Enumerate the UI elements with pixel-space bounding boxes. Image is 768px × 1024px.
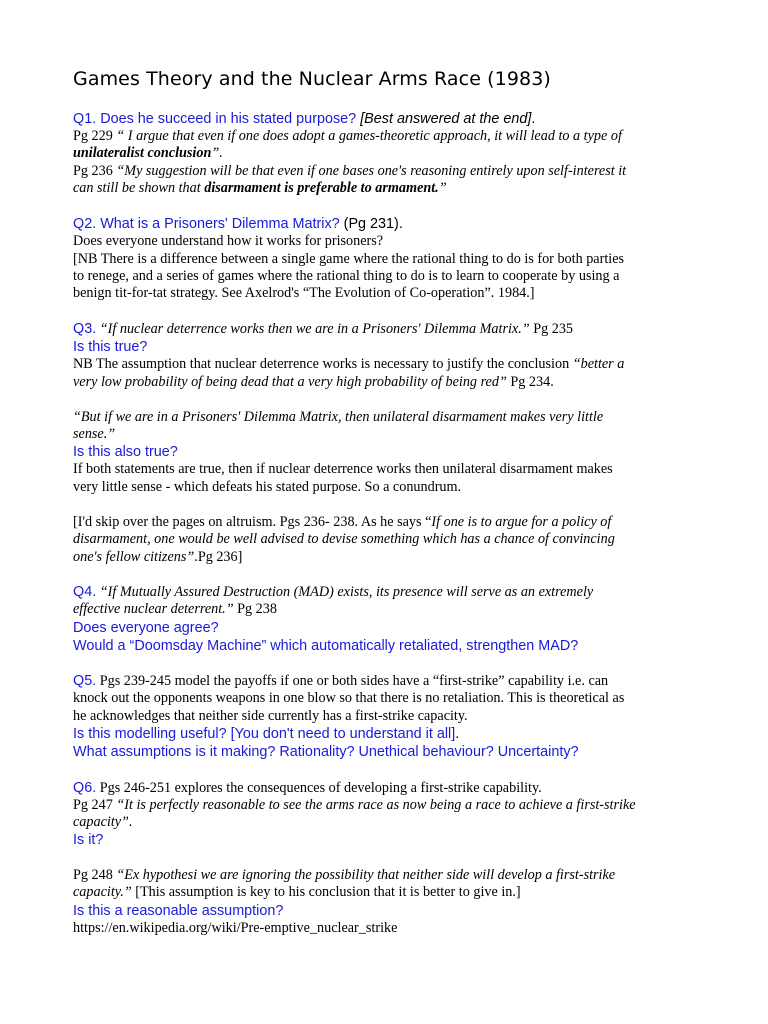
q5-heading <box>73 672 695 690</box>
q5-line-2: knock out the opponents weapons in one blow so that there is no retaliation. This is theoretical as <box>73 690 625 707</box>
document-title: Games Theory and the Nuclear Arms Race (1983) <box>73 68 551 90</box>
q3-nb-line-2 <box>73 374 695 391</box>
q1-note-end: . <box>531 111 536 127</box>
q1-line-4 <box>73 180 695 197</box>
q3-skip-text: [I'd skip over the pages on altruism. Pgs 236- 238. As he says “ <box>73 513 432 530</box>
q1-line-1 <box>73 128 695 145</box>
q5-ask-1-end: . <box>455 726 460 743</box>
q3-skip-quote-3: one's fellow citizens” <box>73 548 195 565</box>
q2-line-3: to renege, and a series of games where the rational thing to do is to learn to cooperate by using a <box>73 267 620 284</box>
q6-quote-2: capacity”. <box>73 814 133 831</box>
q1-quote-2: “My suggestion will be that even if one bases one's reasoning entirely upon self-interest it <box>116 162 627 179</box>
q3-heading <box>73 320 695 338</box>
q5-line-1: Pgs 239-245 model the payoffs if one or both sides have a “first-strike” capability i.e. can <box>96 673 609 690</box>
q3-nb-text: NB The assumption that nuclear deterrence works is necessary to justify the conclusion <box>73 356 573 373</box>
q6-para-line-1 <box>73 867 695 884</box>
q1-line-2 <box>73 145 695 162</box>
q5-line-3: he acknowledges that neither side currently has a first-strike capacity. <box>73 707 468 724</box>
q4-ask-1: Does everyone agree? <box>73 619 219 636</box>
q6-ask-1: Is it? <box>73 832 104 849</box>
q6-heading <box>73 779 695 797</box>
q1-note: [Best answered at the end] <box>360 111 532 127</box>
q5-ask-1-text: Is this modelling useful? [You don't need to understand it all] <box>73 726 456 743</box>
q6-line-2 <box>73 797 695 814</box>
q6-ref-247: Pg 247 <box>73 796 117 813</box>
q2-line-4: benign tit-for-tat strategy. See Axelrod's “The Evolution of Co-operation”. 1984.] <box>73 285 535 302</box>
wikipedia-url[interactable]: https://en.wikipedia.org/wiki/Pre-emptive_nuclear_strike <box>73 919 398 936</box>
q6-para-text: [This assumption is key to his conclusion that it is better to give in.] <box>131 884 521 901</box>
q6-ask-2: Is this a reasonable assumption? <box>73 902 284 919</box>
q6-quote-3: “Ex hypothesi we are ignoring the possibility that neither side will develop a first-strike <box>116 866 616 883</box>
q6-para-line-2 <box>73 884 695 901</box>
q1-bold-1: unilateralist conclusion <box>73 145 212 162</box>
q6-line-1: Pgs 246-251 explores the consequences of developing a first-strike capability. <box>96 779 542 796</box>
q2-ref: (Pg 231). <box>339 216 403 233</box>
q3-skip-end: .Pg 236] <box>194 548 243 565</box>
q3-skip-line-3 <box>73 549 695 566</box>
q3-ref: Pg 235 <box>529 321 574 338</box>
q2-label: Q2. What is a Prisoners' Dilemma Matrix? <box>73 216 340 233</box>
q5-ask-2: What assumptions is it making? Rationality? Unethical behaviour? Uncertainty? <box>73 744 579 761</box>
q6-line-3 <box>73 814 695 831</box>
q1-line-3 <box>73 163 695 180</box>
q3-skip-line-1 <box>73 514 695 531</box>
q3-skip-line-2 <box>73 531 695 548</box>
q2-heading <box>73 215 695 233</box>
q1-end-1: ”. <box>211 145 223 162</box>
q3-conclusion-1: If both statements are true, then if nuclear deterrence works then unilateral disarmament makes <box>73 461 613 478</box>
q5-ask-1 <box>73 725 695 743</box>
q1-quote-3: can still be shown that <box>73 180 205 197</box>
q4-heading <box>73 583 695 601</box>
q1-quote-1: “ I argue that even if one does adopt a games-theoretic approach, it will lead to a type of <box>116 128 622 144</box>
q6-ref-248: Pg 248 <box>73 866 117 883</box>
q3-conclusion-2: very little sense - which defeats his stated purpose. So a conundrum. <box>73 478 462 495</box>
q3-skip-quote-1: If one is to argue for a policy of <box>431 513 612 530</box>
q3-quote2-text-2: sense.” <box>73 425 116 442</box>
q5-label: Q5. <box>73 673 97 690</box>
q2-line-1: Does everyone understand how it works for prisoners? <box>73 233 384 250</box>
q4-label: Q4. <box>73 584 97 601</box>
q1-ref-236: Pg 236 <box>73 162 117 179</box>
q4-ref: Pg 238 <box>233 601 277 618</box>
q3-ask-1: Is this true? <box>73 339 148 356</box>
q1-bold-2: disarmament is preferable to armament. <box>204 180 439 197</box>
q1-heading <box>73 110 695 128</box>
q6-quote-1: “It is perfectly reasonable to see the arms race as now being a race to achieve a first-strike <box>116 796 636 813</box>
q4-quote-1: “If Mutually Assured Destruction (MAD) exists, its presence will serve as an extremely <box>96 584 594 601</box>
q4-quote-2: effective nuclear deterrent.” <box>73 601 234 618</box>
q3-label: Q3. <box>73 321 97 338</box>
q3-nb-ref: Pg 234. <box>506 373 554 390</box>
q3-quote: “If nuclear deterrence works then we are in a Prisoners' Dilemma Matrix.” <box>96 321 530 338</box>
q1-label: Q1. Does he succeed in his stated purpose? <box>73 111 361 127</box>
q4-ask-2: Would a “Doomsday Machine” which automatically retaliated, strengthen MAD? <box>73 637 579 654</box>
q3-quote2-text-1: “But if we are in a Prisoners' Dilemma Matrix, then unilateral disarmament makes very little <box>73 408 604 425</box>
q3-ask-2: Is this also true? <box>73 444 178 461</box>
q3-quote2-line-1 <box>73 409 695 426</box>
q3-nb-quote-1: “better a <box>572 356 625 373</box>
q2-line-2: [NB There is a difference between a single game where the rational thing to do is for both parties <box>73 250 625 267</box>
q3-quote2-line-2 <box>73 426 695 443</box>
q1-end-2: ” <box>438 180 447 197</box>
q3-skip-quote-2: disarmament, one would be well advised to devise something which has a chance of convincing <box>73 531 615 548</box>
q1-ref-229: Pg 229 <box>73 128 117 144</box>
q3-nb-quote-2: very low probability of being dead that a very high probability of being red” <box>73 373 507 390</box>
q3-nb-line-1 <box>73 356 695 373</box>
q6-quote-4: capacity.” <box>73 884 132 901</box>
q4-line-2 <box>73 601 695 618</box>
document-body <box>73 110 695 937</box>
q6-label: Q6. <box>73 779 97 796</box>
